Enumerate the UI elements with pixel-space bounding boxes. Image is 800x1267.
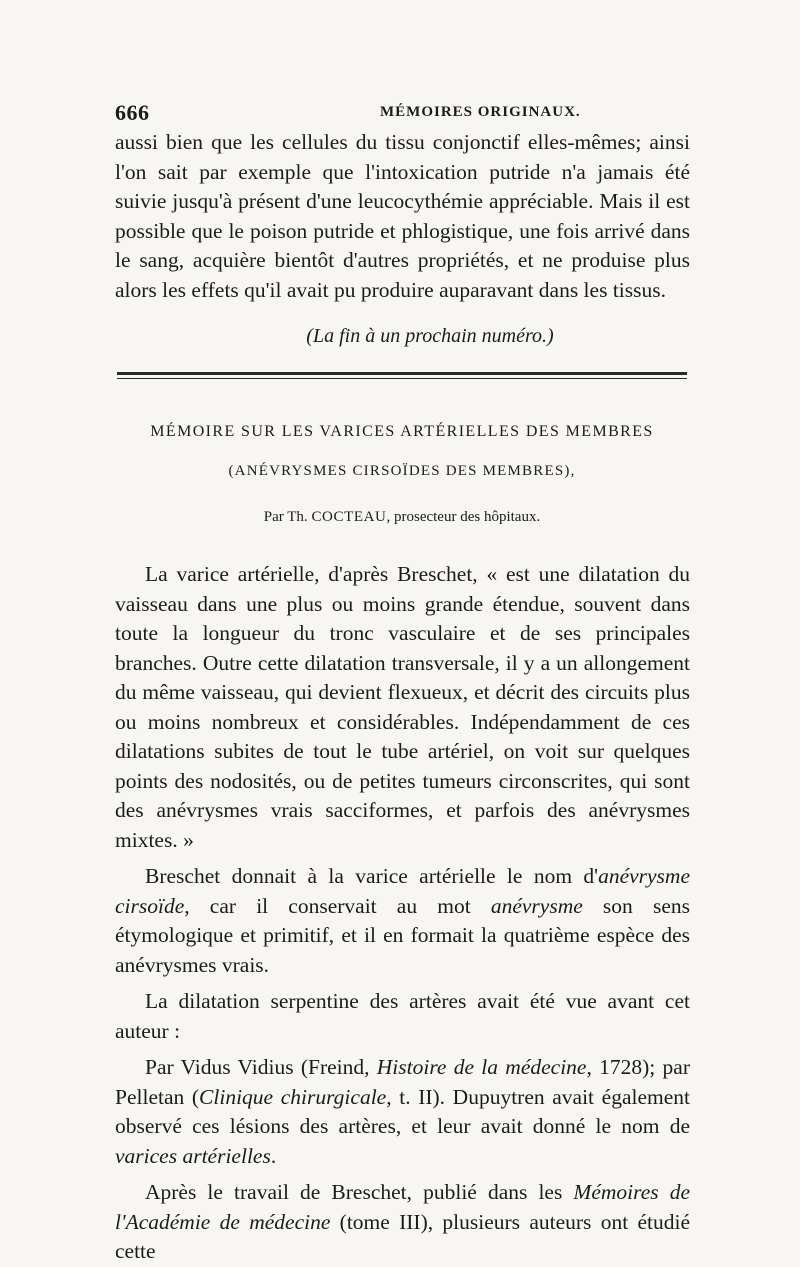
running-head: MÉMOIRES ORIGINAUX. [380,104,581,120]
paragraph-4-text-c: , t. II). Dupuytren avait également observé ces lésions des artères, et leur avait donné le nom de [115,1084,690,1138]
paragraph-4-italic-a: Histoire de la médecine [376,1055,587,1079]
byline-suffix: , prosecteur des hôpitaux. [386,509,541,525]
article-title: MÉMOIRE SUR LES VARICES ARTÉRIELLES DES MEMBRES [150,423,654,440]
paragraph-1-text: La varice artérielle, d'après Breschet, « est une dilatation du vaisseau dans une plus ou moins grande étendue, souvent dans toute la longueur du tronc vasculaire et de ses principales branches. Outre cette dilatation transversale, il y a un allongement du même vaisseau, qui devient flexueux, et décrit des circuits plus ou moins nombreux et considérables. Indépendamment de ces dilatations subites de tout le tube artériel, on voit sur quelques points des nodosités, ou de petites tumeurs circonscrites, qui sont des anévrysmes vrais sacciformes, et parfois des anévrysmes mixtes. » [115,562,690,852]
paragraph-1 [115,560,690,855]
page-number: 666 [115,100,150,125]
paragraph-4-italic-c: varices artérielles [115,1143,271,1168]
paragraph-5-text-a: Après le travail de Breschet, publié dans les [145,1180,574,1204]
paragraph-5-text-b: (tome III), plusieurs auteurs ont étudié cette [115,1209,690,1263]
paragraph-4 [115,1053,690,1171]
paragraph-2-text-b: , car il conservait au mot [184,893,491,918]
paragraph-4-text-a: Par Vidus Vidius (Freind, [145,1055,377,1079]
section-divider-thin [117,378,687,379]
article-body [115,560,690,1267]
paragraph-4-text-b: , 1728); par Pelletan ( [115,1055,690,1109]
paragraph-2-italic-a: anévrysme cirsoïde [115,864,690,918]
paragraph-3-text: La dilatation serpentine des artères avait été vue avant cet auteur : [115,989,690,1043]
page-header [115,100,690,126]
paragraph-4-italic-b: Clinique chirurgicale [199,1084,387,1109]
continued-paragraph: aussi bien que les cellules du tissu conjonctif elles-mêmes; ainsi l'on sait par exemple que l'intoxication putride n'a jamais été suivie jusqu'à présent d'une leucocythémie appréciable. Mais il est possible que le poison putride et phlogistique, une fois arrivé dans le sang, acquière bientôt d'autres propriétés, et ne produise plus alors les effets qu'il avait pu produire auparavant dans les tissus. [115,130,690,302]
continued-text [115,128,690,305]
paragraph-5 [115,1178,690,1267]
paragraph-2 [115,862,690,980]
paragraph-2-italic-b: anévrysme [490,893,583,918]
byline [117,509,687,526]
paragraph-4-text-d: . [270,1143,277,1168]
paragraph-2-text-a: Breschet donnait à la varice artérielle le nom d' [145,864,599,888]
paragraph-3 [115,987,690,1046]
to-be-continued-note: (La fin à un prochain numéro.) [306,325,554,347]
article-subtitle: (ANÉVRYSMES CIRSOÏDES DES MEMBRES), [228,463,576,479]
author-name: COCTEAU [311,509,387,525]
byline-prefix: Par Th. [263,509,312,525]
paragraph-2-text-c: son sens étymologique et primitif, et il en formait la quatrième espèce des anévrysmes vrais. [115,893,690,977]
paragraph-5-italic-a: Mémoires de l'Académie de médecine [115,1180,690,1234]
section-divider-thick [117,372,687,375]
